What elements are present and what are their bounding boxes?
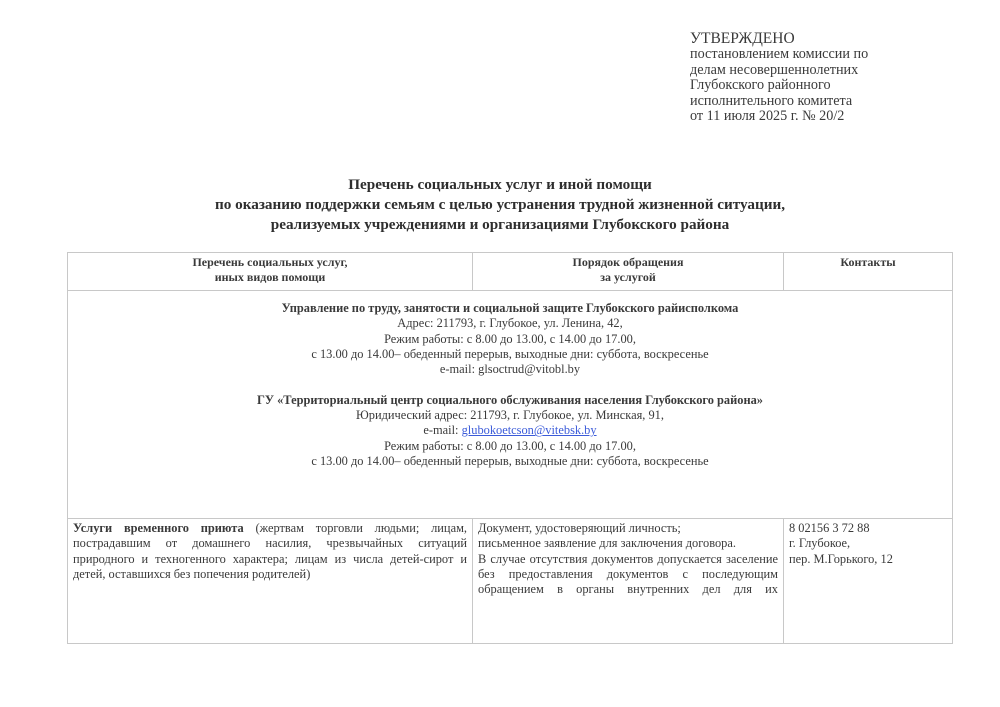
organizations-row — [68, 291, 953, 519]
procedure-text: В случае отсутствия документов допускается заселение без предоставления документов с последующим обращением в органы внутренних дел для их — [478, 551, 778, 597]
organization-hours: Режим работы: с 8.00 до 13.00, с 14.00 до 17.00, — [384, 331, 636, 346]
header-line: Порядок обращения — [572, 255, 684, 269]
contact-street: пер. М.Горького, 12 — [789, 551, 893, 566]
services-table — [67, 252, 953, 644]
organizations-cell — [68, 291, 953, 519]
organization-break: с 13.00 до 14.00– обеденный перерыв, выходные дни: суббота, воскресенье — [311, 453, 709, 468]
email-label: e-mail: — [439, 362, 479, 377]
header-services — [68, 253, 473, 291]
approval-stamp — [690, 30, 950, 125]
organization-hours: Режим работы: с 8.00 до 13.00, с 14.00 до 17.00, — [384, 438, 636, 453]
header-contacts — [784, 253, 953, 291]
approval-line: Глубокского районного — [690, 77, 831, 94]
contact-phone: 8 02156 3 72 88 — [789, 521, 870, 535]
organization-block — [73, 301, 947, 377]
title-line: реализуемых учреждениями и организациями Глубокского района — [270, 216, 730, 233]
organization-email — [73, 423, 947, 438]
organization-name: Управление по труду, занятости и социальной защите Глубокского райисполкома — [281, 301, 739, 315]
approval-line: от 11 июля 2025 г. № 20/2 — [690, 108, 845, 125]
approval-line: постановлением комиссии по — [690, 46, 869, 62]
approval-line: делам несовершеннолетних — [690, 61, 859, 78]
document-title — [100, 175, 900, 235]
contacts-cell — [784, 519, 953, 644]
header-line: Перечень социальных услуг, — [192, 255, 348, 269]
table-row — [68, 519, 953, 644]
header-line: за услугой — [600, 270, 656, 285]
organization-address: Юридический адрес: 211793, г. Глубокое, ул. Минская, 91, — [356, 408, 664, 423]
approval-line: исполнительного комитета — [690, 92, 853, 109]
header-line: иных видов помощи — [214, 270, 326, 285]
email-value: glsoctrud@vitobl.by — [478, 362, 581, 377]
title-line: по оказанию поддержки семьям с целью устранения трудной жизненной ситуации, — [214, 196, 786, 213]
header-procedure — [473, 253, 784, 291]
approval-heading: УТВЕРЖДЕНО — [690, 30, 795, 47]
procedure-text: письменное заявление для заключения договора. — [478, 536, 736, 551]
organization-address: Адрес: 211793, г. Глубокое, ул. Ленина, 42, — [397, 316, 623, 331]
title-line: Перечень социальных услуг и иной помощи — [348, 176, 652, 193]
organization-name: ГУ «Территориальный центр социального обслуживания населения Глубокского района» — [257, 392, 763, 407]
organization-break: с 13.00 до 14.00– обеденный перерыв, выходные дни: суббота, воскресенье — [311, 346, 709, 361]
email-label: e-mail: — [423, 423, 462, 438]
service-description: (жертвам торговли людьми; лицам, пострадавшим от домашнего насилия, чрезвычайных ситуаций природного и техногенного характера; лицам из числа детей-сирот и детей, оставшихся без попечения родителей) — [73, 521, 468, 581]
organization-block — [73, 393, 947, 469]
contact-city: г. Глубокое, — [789, 536, 851, 551]
email-link[interactable]: glubokoetcson@vitebsk.by — [461, 423, 597, 438]
procedure-cell — [473, 519, 784, 644]
table-header-row — [68, 253, 953, 291]
header-line: Контакты — [840, 255, 896, 269]
service-name: Услуги временного приюта — [73, 521, 244, 535]
service-cell — [68, 519, 473, 644]
organization-email — [73, 362, 947, 377]
procedure-text: Документ, удостоверяющий личность; — [478, 521, 681, 535]
